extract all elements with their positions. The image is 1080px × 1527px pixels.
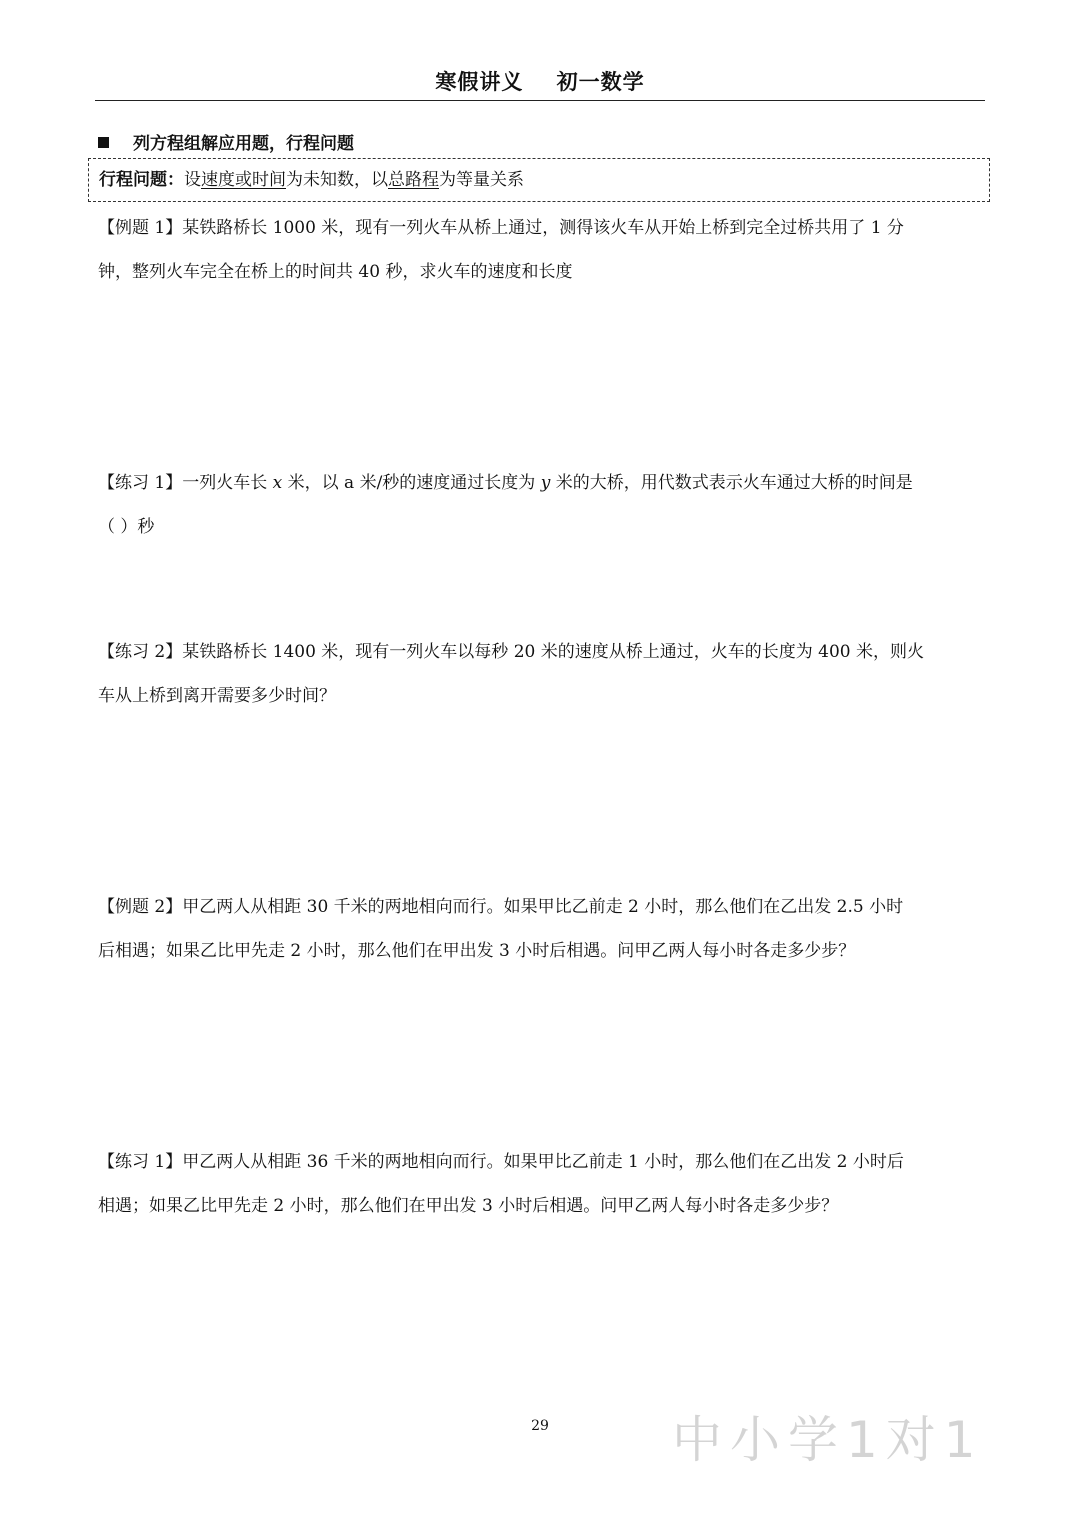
problem-line: 车从上桥到离开需要多少时间？: [98, 686, 336, 706]
problem-text: 米的大桥，用代数式表示火车通过大桥的时间是: [550, 473, 913, 493]
square-bullet-icon: [98, 137, 109, 148]
problem-line: 【练习 2】某铁路桥长 1400 米，现有一列火车以每秒 20 米的速度从桥上通过，火车的长度为 400 米，则火: [98, 642, 924, 662]
variable-x: x: [272, 473, 283, 493]
page-number: 29: [531, 1418, 549, 1434]
problem-line: 相遇；如果乙比甲先走 2 小时，那么他们在甲出发 3 小时后相遇。问甲乙两人每小时各走多少步？: [98, 1196, 839, 1216]
method-tip-text: [99, 168, 524, 192]
problem-text: 米，以 a 米/秒的速度通过长度为: [282, 473, 541, 493]
method-tip-box: [88, 158, 990, 202]
page-header-title: 寒假讲义 初一数学: [435, 70, 645, 94]
problem-text: 【练习 1】一列火车长: [98, 473, 273, 493]
answer-blank: （ ）秒: [98, 517, 155, 537]
section-heading: [98, 133, 354, 155]
variable-y: y: [540, 473, 551, 493]
problem-line: 【练习 1】甲乙两人从相距 36 千米的两地相向而行。如果甲比乙前走 1 小时，那么他们在乙出发 2 小时后: [98, 1152, 904, 1172]
tip-prefix: 设: [184, 170, 201, 190]
problem-line: 【例题 1】某铁路桥长 1000 米，现有一列火车从桥上通过，测得该火车从开始上桥到完全过桥共用了 1 分: [98, 218, 904, 238]
watermark: 中小学1对1: [672, 1411, 984, 1469]
tip-unknown-time: 时间: [252, 170, 286, 190]
tip-unknown-speed: 速度: [201, 170, 235, 190]
tip-label: 行程问题：: [99, 170, 184, 190]
problem-exercise-1: [98, 461, 986, 549]
tip-middle: 为未知数，以: [286, 170, 388, 190]
problem-example-2: [98, 885, 986, 973]
section-heading-text: 列方程组解应用题，行程问题: [133, 134, 354, 154]
tip-suffix: 为等量关系: [439, 170, 524, 190]
problem-line: [98, 461, 986, 505]
problem-example-1: [98, 206, 986, 294]
tip-relation: 总路程: [388, 170, 439, 190]
problem-line: 【例题 2】甲乙两人从相距 30 千米的两地相向而行。如果甲比乙前走 2 小时，那么他们在乙出发 2.5 小时: [98, 897, 904, 917]
problem-line: 后相遇；如果乙比甲先走 2 小时，那么他们在甲出发 3 小时后相遇。问甲乙两人每小时各走多少步？: [98, 941, 856, 961]
problem-exercise-2: [98, 630, 986, 718]
problem-exercise-1b: [98, 1140, 986, 1228]
header-divider: [95, 100, 985, 101]
problem-line: 钟，整列火车完全在桥上的时间共 40 秒，求火车的速度和长度: [98, 262, 573, 282]
tip-or: 或: [235, 170, 252, 190]
